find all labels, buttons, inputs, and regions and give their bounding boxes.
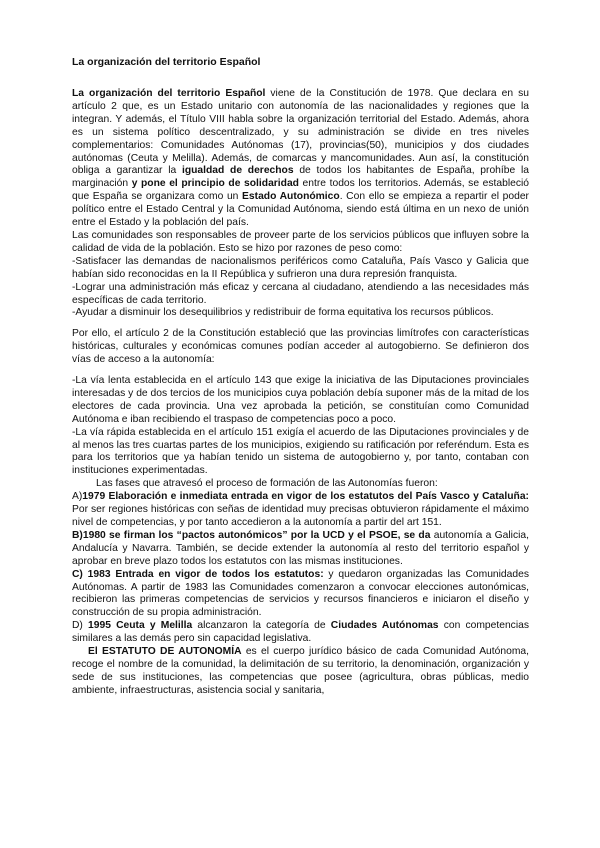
reason-item: -Lograr una administración más eficaz y cercana al ciudadano, atendiendo a las necesidades más específicas de cada territorio. xyxy=(72,281,529,306)
phases-intro: Las fases que atravesó el proceso de formación de las Autonomías fueron: xyxy=(96,478,438,490)
access-route-item: -La vía lenta establecida en el artículo 143 que exige la iniciativa de las Diputaciones provinciales interesadas y de dos tercios de los municipios cuya población debía suponer más de la mitad de los electores de cada provincia. Una vez aprobada la petición, se constituían como Comunidad Autónoma e iban recibiendo el traspaso de competencias poco a poco. xyxy=(72,375,529,425)
statute-paragraph: El ESTATUTO DE AUTONOMÍA es el cuerpo jurídico básico de cada Comunidad Autónoma, recoge el nombre de la comunidad, la delimitación de su territorio, la denominación, organización y sede de sus instituciones, las competencias que posee (agricultura, obras públicas, medio ambiente, infraestructuras, asistencia social y sanitaria, xyxy=(72,646,529,696)
responsibilities-paragraph: Las comunidades son responsables de proveer parte de los servicios públicos que influyen sobre la calidad de vida de la población. Esto se hizo por razones de peso como: xyxy=(72,229,529,254)
phase-c: C) 1983 Entrada en vigor de todos los estatutos: y quedaron organizadas las Comunidades Autónomas. A partir de 1983 las Comunidades comenzaron a convocar elecciones autonómicas, recibieron las primeras competencias de servicios y recursos financieros e iniciaron el diseño y construcción de su propia administración. xyxy=(72,568,529,619)
reason-item: -Satisfacer las demandas de nacionalismos periféricos como Cataluña, País Vasco y Galicia que habían sido reconocidas en la II República y sufrieron una dura represión franquista. xyxy=(72,255,529,280)
phase-b: B)1980 se firman los “pactos autonómicos” por la UCD y el PSOE, se da autonomía a Galicia, Andalucía y Navarra. También, se decide extender la autonomía al resto del territorio español y aprobar en breve plazo todos los estatutos con las mismas instituciones. xyxy=(72,529,529,567)
phase-d: D) 1995 Ceuta y Melilla alcanzaron la categoría de Ciudades Autónomas con competencias similares a las demás pero sin capacidad legislativa. xyxy=(72,620,529,645)
intro-paragraph: La organización del territorio Español viene de la Constitución de 1978. Que declara en su artículo 2 que, es un Estado unitario con autonomía de las nacionalidades y regiones que la integran. Y además, el Título VIII habla sobre la organización territorial del Estado. Además, ahora es un sistema político descentralizado, y su administración se divide en tres niveles complementarios: Comunidades Autónomas (17), provincias(50), municipios y dos ciudades autónomas (Ceuta y Melilla). Además, de comarcas y mancomunidades. Aun así, la constitución obliga a garantizar la igualdad de derechos de todos los habitantes de España, prohíbe la marginación y pone el principio de solidaridad entre todos los territorios. Además, se estableció que España se organizara como un Estado Autonómico. Con ello se empieza a repartir el poder político entre el Estado Central y la Comunidad Autónoma, siendo está última en un nexo de unión entre el Estado y la población del país. xyxy=(72,88,529,229)
document-title: La organización del territorio Español xyxy=(72,56,261,68)
access-paragraph: Por ello, el artículo 2 de la Constitución estableció que las provincias limítrofes con características históricas, culturales y económicas comunes podían acceder al autogobierno. Se definieron dos vías de acceso a la autonomía: xyxy=(72,328,529,366)
access-route-item: -La vía rápida establecida en el artículo 151 exigía el acuerdo de las Diputaciones provinciales y de al menos las tres cuartas partes de los municipios, exigiendo su ratificación por referéndum. Esta es para los territorios que ya habían tenido un sistema de autogobierno y, por tanto, contaban con instituciones experimentadas. xyxy=(72,426,529,477)
reason-item: -Ayudar a disminuir los desequilibrios y redistribuir de forma equitativa los recursos públicos. xyxy=(72,307,494,319)
phase-a: A)1979 Elaboración e inmediata entrada en vigor de los estatutos del País Vasco y Cataluña: Por ser regiones históricas con señas de identidad muy precisas obtuvieron rápidamente el máximo nivel de competencias, y por tanto accedieron a la autonomía a partir del art 151. xyxy=(72,491,529,528)
